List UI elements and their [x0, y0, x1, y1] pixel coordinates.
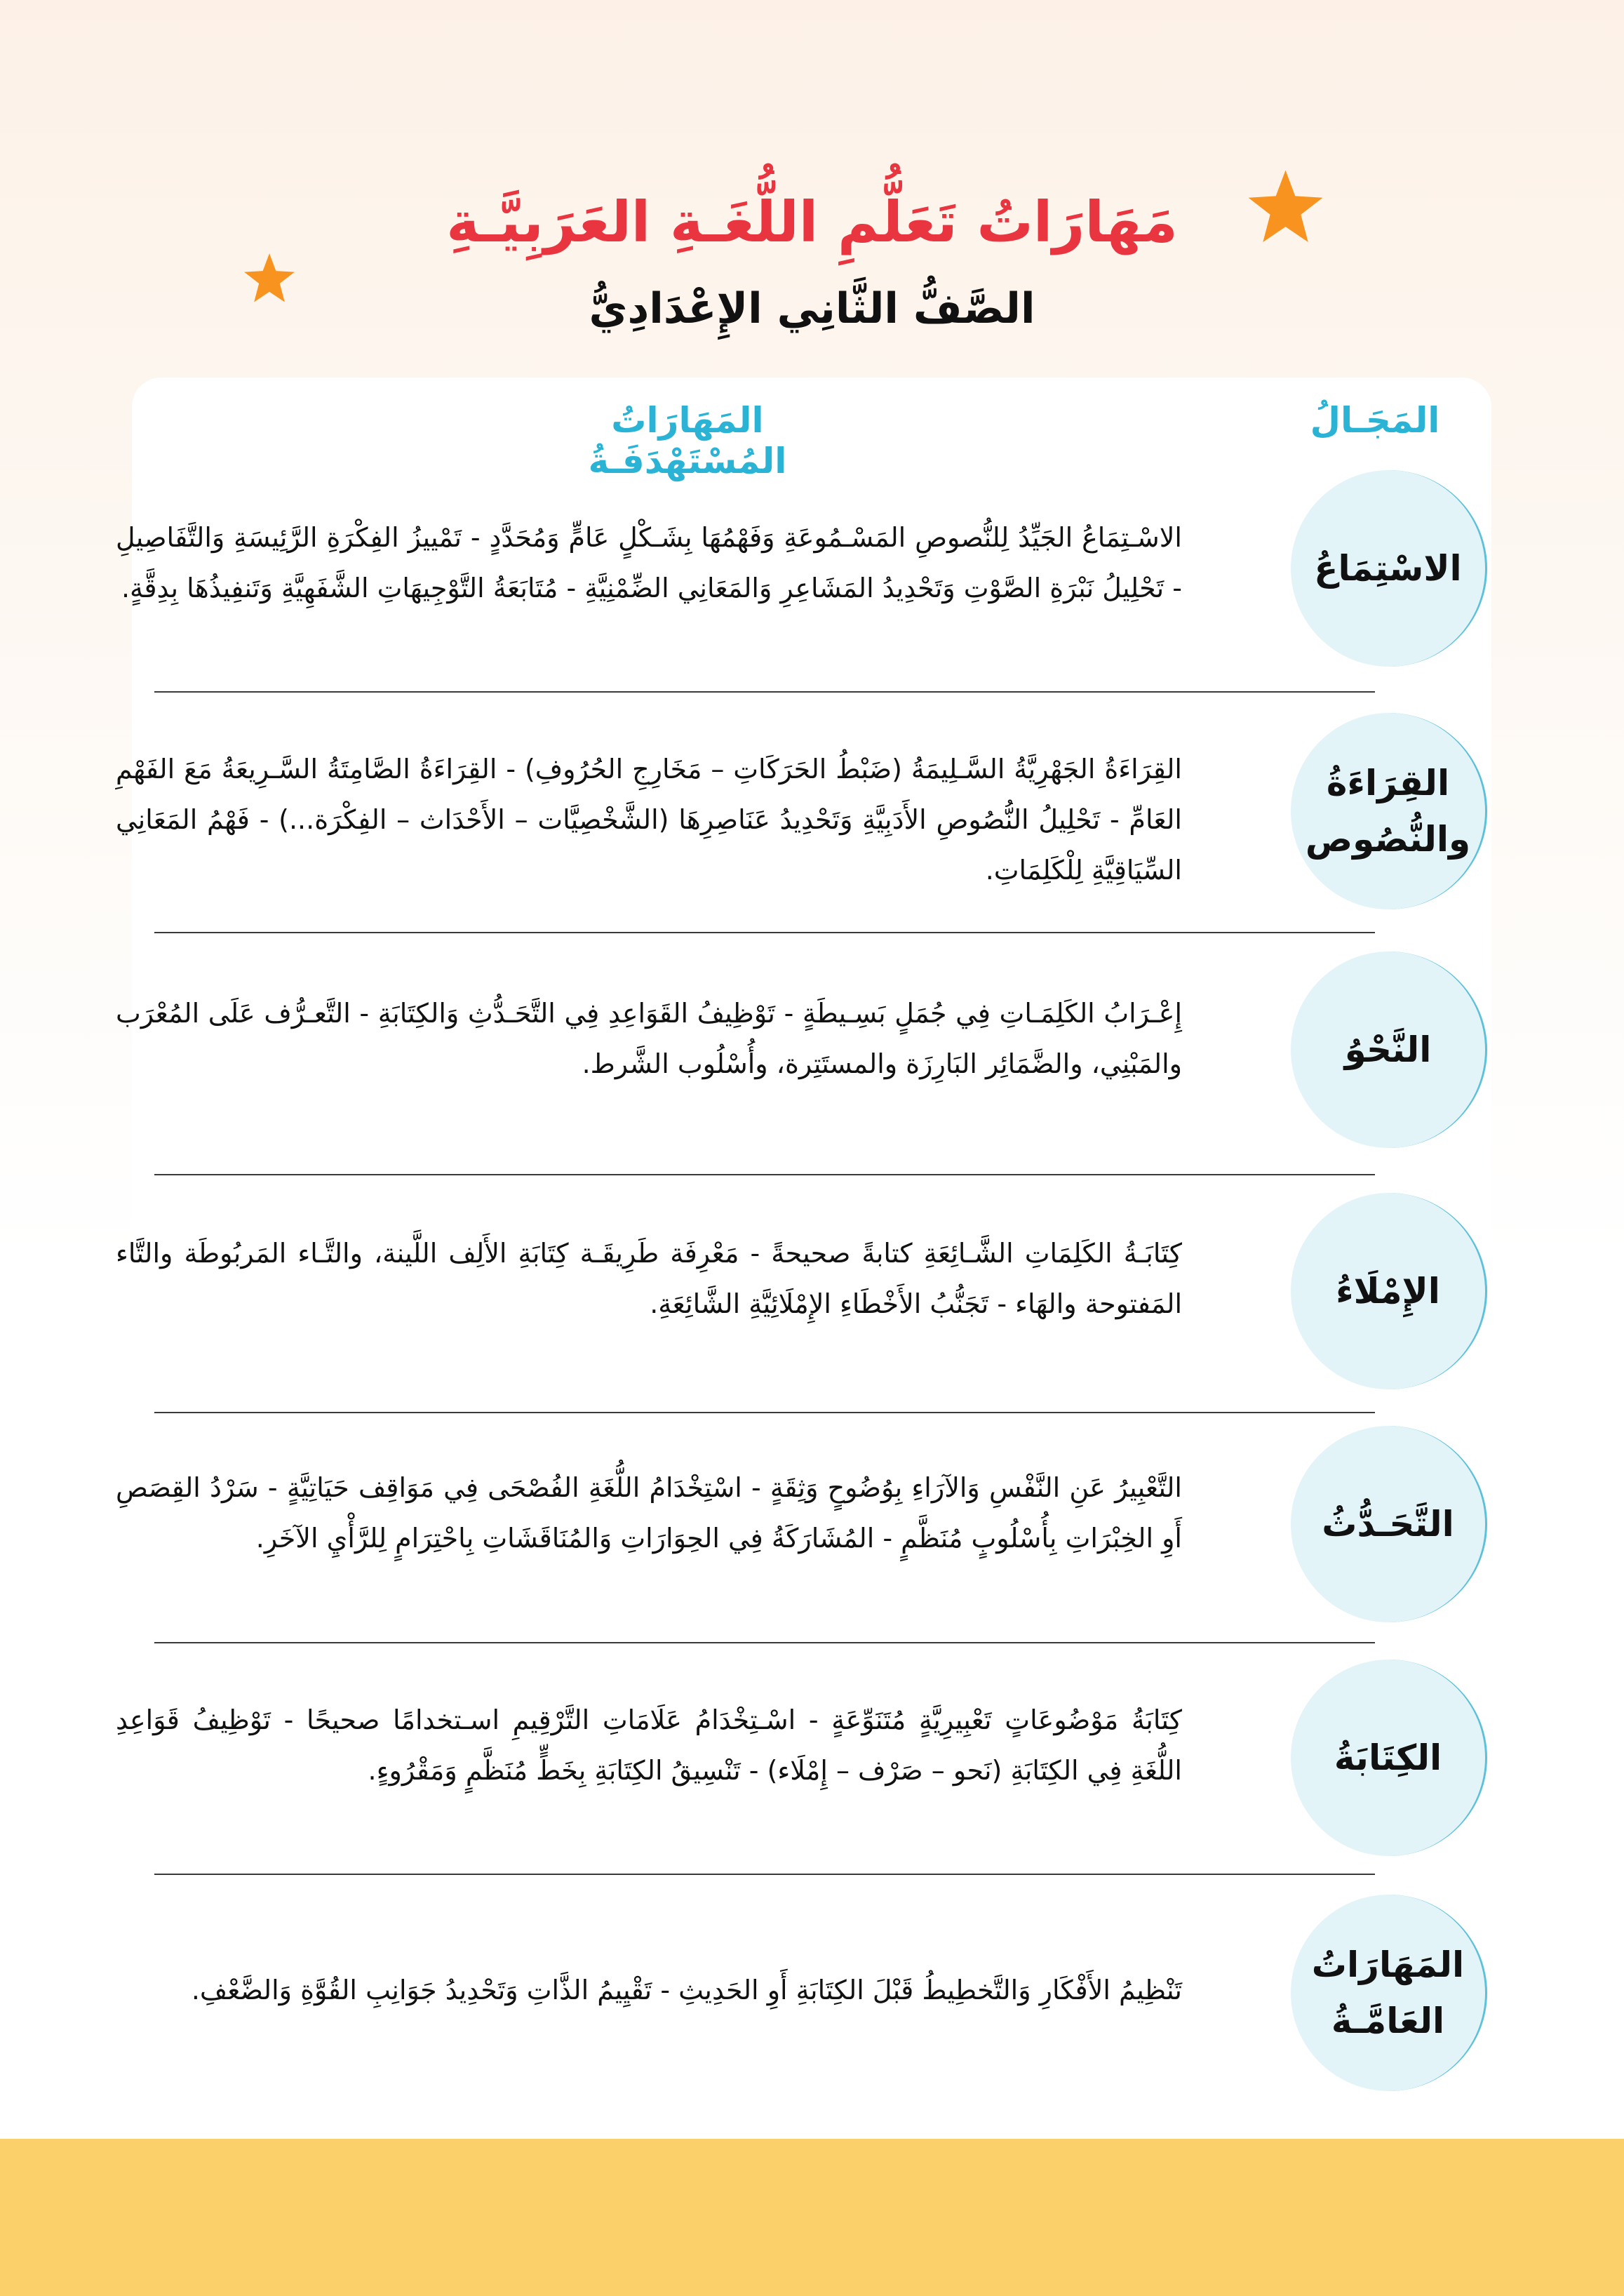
field-badge — [1291, 1193, 1487, 1389]
skills-text: التَّعْبِيرُ عَنِ النَّفْسِ وَالآرَاءِ بِوُضُوحٍ وَثِقَةٍ - اسْتِخْدَامُ اللُّغَةِ الفُصْحَى فِي مَوَاقِف حَيَاتِيَّةٍ - سَرْدُ القِصَصِ أَوِ الخِبْرَاتِ بِأُسْلُوبٍ مُنَظَّمٍ - المُشَارَكَةُ فِي الحِوَارَاتِ وَالمُنَاقَشَاتِ بِاحْتِرَامٍ لِلرَّأْيِ الآخَرِ. — [116, 1472, 1182, 1554]
table-row — [116, 1426, 1487, 1622]
table-row — [140, 1895, 1487, 2091]
table-row — [116, 952, 1487, 1148]
column-header-skills: المَهَارَاتُ المُسْتَهْدَفَـةُ — [588, 400, 787, 481]
page-subtitle: الصَّفُّ الثَّانِي الإِعْدَادِيُّ — [589, 284, 1035, 333]
row-divider — [154, 1412, 1375, 1413]
field-label: القِرَاءَةُ والنُّصُوص — [1305, 763, 1471, 860]
field-label: المَهَارَاتُ العَامَّـةُ — [1311, 1944, 1465, 2041]
field-label: الإِمْلَاءُ — [1336, 1271, 1440, 1311]
field-label: التَّحَـدُّثُ — [1322, 1504, 1454, 1544]
footer-band — [0, 2139, 1624, 2296]
skills-text: القِرَاءَةُ الجَهْرِيَّةُ السَّـلِيمَةُ (ضَبْطُ الحَرَكَاتِ – مَخَارِجِ الحُرُوفِ) - القِرَاءَةُ الصَّامِتَةُ السَّـرِيعَةُ مَعَ الفَهْمِ العَامِّ - تَحْلِيلُ النُّصُوصِ الأَدَبِيَّةِ وَتَحْدِيدُ عَنَاصِرِهَا (الشَّخْصِيَّات – الأَحْدَاث – الفِكْرَة...) - فَهْمُ المَعَانِي السِّيَاقِيَّةِ لِلْكَلِمَاتِ. — [116, 754, 1182, 886]
row-divider — [154, 1874, 1375, 1875]
column-header-field: المَجَـالُ — [1310, 400, 1440, 441]
row-divider — [154, 691, 1375, 693]
table-row — [116, 1193, 1487, 1389]
page-title: مَهَارَاتُ تَعَلُّمِ اللُّغَـةِ العَرَبِيَّـةِ — [446, 189, 1178, 255]
field-badge — [1291, 1660, 1487, 1856]
skills-text: إِعْـرَابُ الكَلِمَـاتِ فِي جُمَلٍ بَسِـيطَةٍ - تَوْظِيفُ القَوَاعِدِ فِي التَّحَـدُّثِ وَالكِتَابَةِ - التَّعـرُّف عَلَى المُعْرَب والمَبْنِي، والضَّمَائِر البَارِزَة والمستَتِرة، وأُسْلُوب الشَّرط. — [116, 998, 1182, 1080]
row-divider — [154, 1642, 1375, 1643]
table-row — [116, 470, 1487, 667]
field-badge — [1291, 1895, 1487, 2091]
row-divider — [154, 932, 1375, 933]
field-label: الكِتَابَةُ — [1334, 1737, 1442, 1778]
skills-text: كِتَابَـةُ الكَلِمَاتِ الشَّـائِعَةِ كتابةً صحيحةً - مَعْرِفَة طَرِيقَـة كِتَابَةِ الأَلِف اللَّينة، والتَّـاء المَربُوطَة والتَّاء المَفتوحة والهَاء - تَجَنُّبُ الأَخْطَاءِ الإِمْلَائِيَّةِ الشَّائِعَةِ. — [116, 1238, 1182, 1320]
field-label: الاسْتِمَاعُ — [1314, 548, 1462, 589]
skills-text: تَنْظِيمُ الأَفْكَارِ وَالتَّخطِيطُ قَبْلَ الكِتَابَةِ أَوِ الحَدِيثِ - تَقْيِيمُ الذَّاتِ وَتَحْدِيدُ جَوَانِبِ القُوَّةِ وَالضَّعْفِ. — [191, 1975, 1182, 2005]
field-badge — [1291, 713, 1487, 909]
table-row — [116, 1660, 1487, 1856]
skills-text: الاسْـتِمَاعُ الجَيِّدُ لِلنُّصوصِ المَسْـمُوعَةِ وَفَهْمُهَا بِشَـكْلٍ عَامٍّ وَمُحَدَّدٍ - تَمْييزُ الفِكْرَةِ الرَّئِيسَةِ وَالتَّفَاصِيلِ - تَحْلِيلُ نَبْرَةِ الصَّوْتِ وَتَحْدِيدُ المَشَاعِرِ وَالمَعَانِي الضِّمْنِيَّةِ - مُتَابَعَةُ التَّوْجِيهَاتِ الشَّفَهِيَّةِ وَتَنفِيذُهَا بِدِقَّةٍ. — [116, 522, 1182, 604]
field-badge — [1291, 470, 1487, 667]
field-badge — [1291, 952, 1487, 1148]
table-row — [116, 713, 1487, 909]
skills-text: كِتَابَةُ مَوْضُوعَاتٍ تَعْبِيرِيَّةٍ مُتَنَوِّعَةٍ - اسْـتِخْدَامُ عَلَامَاتِ التَّرْقِيمِ اسـتخدامًا صحيحًا - تَوْظِيفُ قَوَاعِدِ اللُّغَةِ فِي الكِتَابَةِ (نَحو – صَرْف – إِمْلَاء) - تَنْسِيقُ الكِتَابَةِ بِخَطٍّ مُنَظَّمٍ وَمَقْرُوءٍ. — [116, 1704, 1182, 1787]
row-divider — [154, 1174, 1375, 1175]
field-badge — [1291, 1426, 1487, 1622]
field-label: النَّحْوُ — [1344, 1029, 1432, 1070]
